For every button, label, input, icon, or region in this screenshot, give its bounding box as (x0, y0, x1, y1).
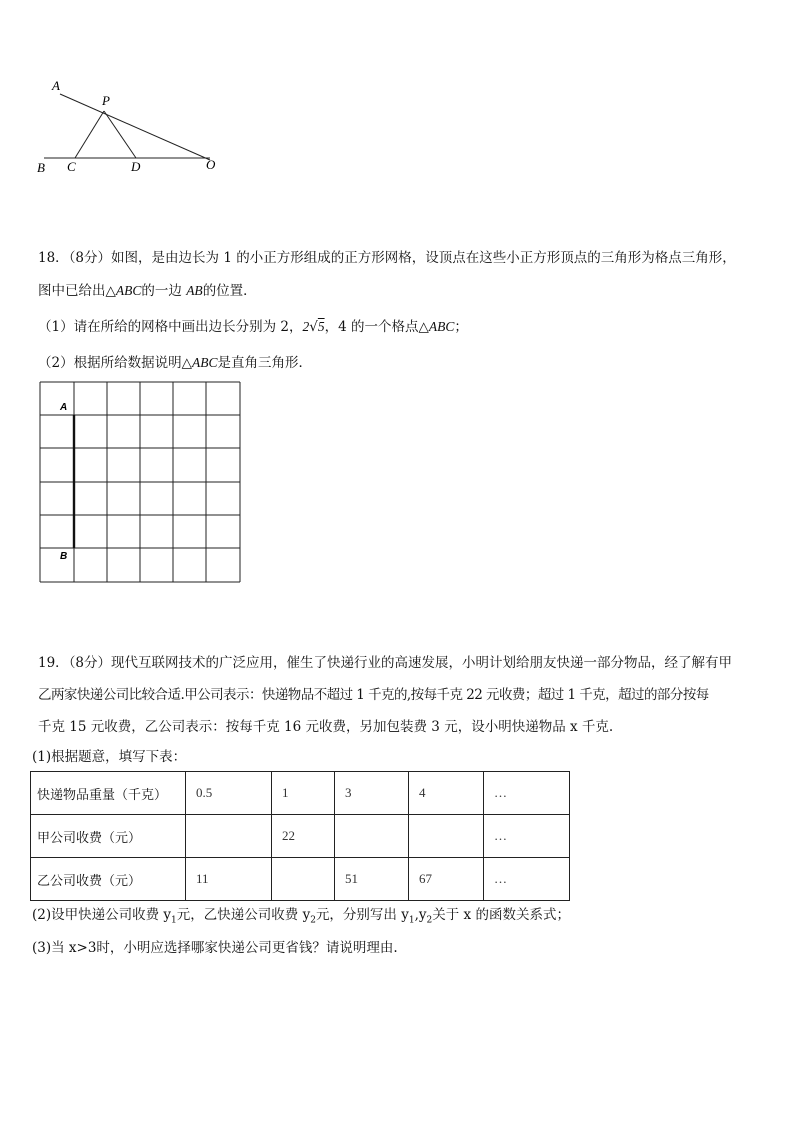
label-C: C (67, 159, 76, 174)
grid-label-A: A (60, 402, 68, 413)
segment-PD (104, 111, 136, 158)
label-B: B (37, 160, 45, 175)
table-cell: 11 (186, 858, 272, 901)
grid-label-B: B (60, 551, 68, 562)
q19-part-1: (1)根据题意，填写下表： (32, 749, 187, 765)
q18-part-2 (38, 354, 312, 372)
square-grid (38, 378, 244, 584)
line-AO (60, 94, 210, 160)
geometry-figure (30, 74, 230, 184)
q18-line-1 (38, 250, 736, 267)
table-cell: … (484, 815, 570, 858)
table-cell: 51 (335, 858, 409, 901)
q18-score: （8分） (68, 250, 112, 266)
sqrt-sign-icon: √ (309, 319, 318, 335)
table-header-cell: 甲公司收费（元） (31, 815, 186, 858)
q18-intro-1: 如图，是由边长为 1 的小正方形组成的正方形网格，设顶点在这些小正方形顶点的三角形为格点三角形， (111, 250, 736, 266)
table-header-cell: 快递物品重量（千克） (31, 772, 186, 815)
q18-part1-text: ，4 的一个格点△ (324, 319, 429, 335)
table-cell: 1 (272, 772, 335, 815)
q19-part-2 (32, 907, 570, 930)
q19-part2-text: 元，乙快递公司收费 y (176, 907, 311, 923)
q18-part2-text: 是直角三角形． (217, 355, 312, 371)
fee-table (30, 771, 570, 901)
q18-triangle-name: ABC (428, 319, 455, 334)
q19-score: （8分） (68, 655, 112, 671)
q19-number: 19． (38, 655, 69, 671)
q19-text-1: 现代互联网技术的广泛应用，催生了快递行业的高速发展，小明计划给朋友快递一部分物品，经了解有甲 (111, 655, 733, 671)
table-cell-blank (186, 815, 272, 858)
table-cell: 4 (409, 772, 484, 815)
table-cell-blank (335, 815, 409, 858)
q19-line-2: 乙两家快递公司比较合适.甲公司表示：快递物品不超过 1 千克的,按每千克 22 元收费；超过 1 千克，超过的部分按每 (38, 687, 709, 703)
segment-PC (75, 111, 104, 158)
q19-line-3: 千克 15 元收费，乙公司表示：按每千克 16 元收费，另加包装费 3 元，设小明快递物品 x 千克. (38, 719, 614, 735)
table-cell: 3 (335, 772, 409, 815)
table-cell: 67 (409, 858, 484, 901)
sqrt-coefficient: 2 (302, 319, 310, 334)
q18-number: 18． (38, 250, 69, 266)
q18-part-1 (38, 318, 468, 336)
label-D: D (131, 159, 141, 174)
q18-part2-text: （2）根据所给数据说明△ (38, 355, 192, 371)
table-cell: … (484, 772, 570, 815)
q18-triangle-name: ABC (115, 283, 142, 298)
q19-part2-text: 关于 x 的函数关系式； (432, 907, 570, 923)
q19-part2-text: 元，分别写出 y (315, 907, 409, 923)
table-cell-blank (272, 858, 335, 901)
table-cell: 22 (272, 815, 335, 858)
table-cell: … (484, 858, 570, 901)
q18-part1-text: （1）请在所给的网格中画出边长分别为 2， (38, 319, 303, 335)
subscript: 1 (171, 915, 177, 926)
q18-text: 的一边 (141, 283, 187, 299)
q18-side-name: AB (186, 283, 203, 298)
label-P: P (102, 93, 110, 108)
q19-part2-text: (2)设甲快递公司收费 y (32, 907, 172, 923)
table-header-cell: 乙公司收费（元） (31, 858, 186, 901)
table-row (31, 858, 570, 901)
q19-line-1 (38, 655, 732, 672)
label-A: A (52, 78, 60, 93)
table-row (31, 772, 570, 815)
subscript: 2 (426, 915, 433, 926)
q18-text: 的位置． (202, 283, 257, 299)
q18-part1-text: ； (454, 319, 468, 335)
subscript: 1 (408, 915, 415, 926)
table-row (31, 815, 570, 858)
table-cell-blank (409, 815, 484, 858)
q18-line-2 (38, 282, 257, 300)
q18-triangle-name: ABC (191, 355, 218, 370)
subscript: 2 (310, 915, 316, 926)
q19-part-3: (3)当 x>3时，小明应选择哪家快递公司更省钱？请说明理由. (32, 940, 398, 956)
label-O: O (206, 157, 216, 172)
q19-part2-text: ,y (414, 907, 427, 923)
sqrt-radicand: 5 (317, 319, 325, 334)
table-cell: 0.5 (186, 772, 272, 815)
q18-text: 图中已给出△ (38, 283, 116, 299)
